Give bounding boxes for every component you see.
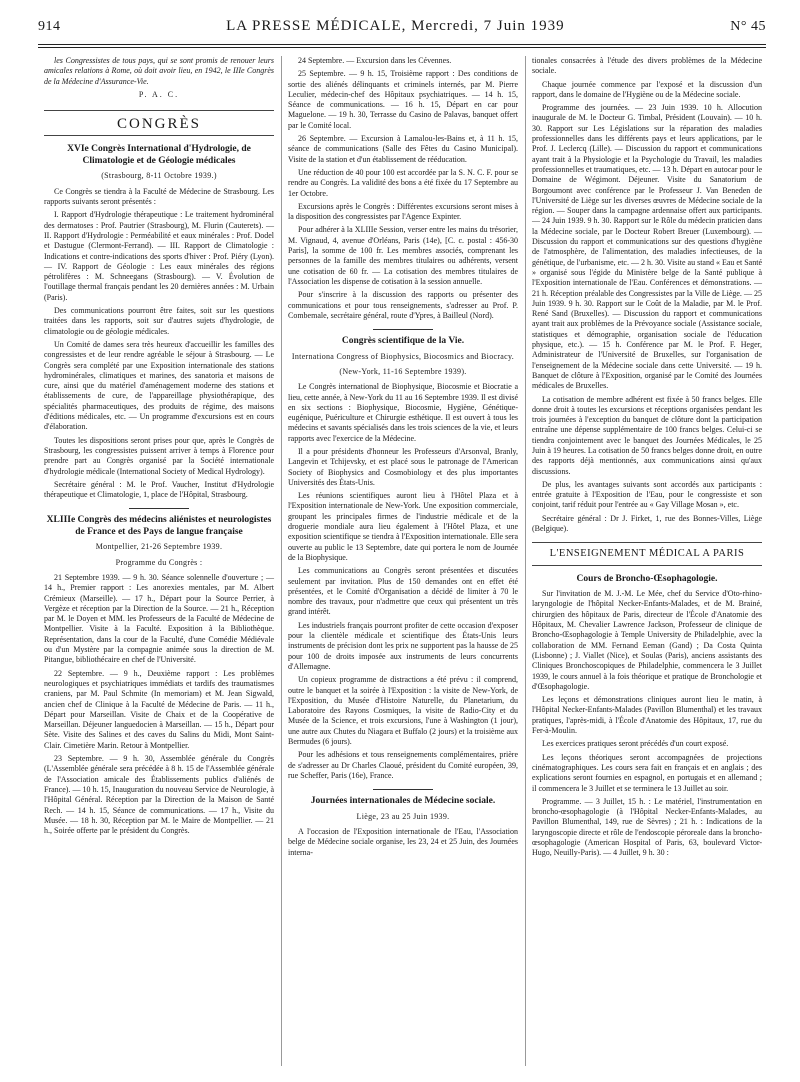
program-heading: Programme du Congrès : [115, 557, 203, 567]
article-subtitle-hydrologie: (Strasbourg, 8-11 Octobre 1939.) [101, 171, 217, 181]
article-title-vie: Congrès scientifique de la Vie. [341, 336, 465, 347]
article-paragraph: Toutes les dispositions seront prises pour que, après le Congrès de Strasbourg, les congressistes puissent arriver à temps à Florence pour prendre part au Congrès organisé par la Société internationale d'hydrologie médicale (International Society of Medical Hydrology). [44, 435, 274, 476]
article-paragraph: tionales consacrées à l'étude des divers problèmes de la Médecine sociale. [532, 56, 762, 76]
masthead [38, 18, 766, 40]
section-heading-congres: CONGRÈS [44, 110, 274, 136]
article-paragraph: Un copieux programme de distractions a été prévu : il comprend, outre le banquet et la soirée à l'Exposition : la visite de New-York, de l'Exposition, du Musée d'Histoire Naturelle, du Planetarium, du Laboratoire des Rayons Cosmiques, la visite de Radio-City et du Musée de la Science, et trois excursions, l'une à Washington (1 jour), une autre aux Chutes du Niagara et Buffalo (2 jours) et la troisième aux Bermudes (6 jours). [288, 675, 518, 747]
article-paragraph: Les communications au Congrès seront présentées et discutées seulement par invitation. Plus de 150 demandes ont en effet été présentées, et le Comité d'Organisation a décidé de limiter à 70 le nombre des travaux, pour n'admettre que ceux qui présentent un très grand intérêt. [288, 566, 518, 617]
article-subtitle-vie-date: (New-York, 11-16 Septembre 1939). [339, 366, 467, 376]
intro-paragraph: les Congressistes de tous pays, qui se sont promis de renouer leurs amicales relations à Rome, où doit avoir lieu, en 1942, le IIIe Congrès de la Médecine d'Assurance-Vie. [44, 56, 274, 86]
article-paragraph: Une réduction de 40 pour 100 est accordée par la S. N. C. F. pour se rendre au Congrès. La validité des bons a été fixée du 17 Septembre au 1er Octobre. [288, 167, 518, 198]
article-paragraph: De plus, les avantages suivants sont accordés aux participants : entrée gratuite à l'Exposition de l'Eau, pour le congressiste et son conjoint, tarif réduit pour l'entrée au « Gay Village Mosan », etc. [532, 479, 762, 510]
article-paragraph: Secrétaire général : Dr J. Firket, 1, rue des Bonnes-Villes, Liège (Belgique). [532, 513, 762, 534]
article-paragraph: La cotisation de membre adhérent est fixée à 50 francs belges. Elle donne droit à toutes les excursions et réceptions organisées pendant les trois journées à l'exception du banquet de clôture dont la participation entraîne une dépense supplémentaire de 100 francs belges. Celui-ci se tiendra conjointement avec le banquet des Journées Médicales, le 25 Juin à 19 heures. La cotisation de 50 francs belges donne droit, en outre des rapports déjà mentionnés, aux communications ainsi qu'aux discussions. [532, 394, 762, 476]
article-paragraph: Programme des journées. — 23 Juin 1939. 10 h. Allocution inaugurale de M. le Docteur G. Timbal, Président (Louvain). — 10 h. 30. Rapport sur Les Législations sur la réparation des maladies professionnelles dans les différents pays et leurs applications, par le Prof. J. Leclercq (Lille). — Discussion du rapport et communications ayant trait à la Physiologie et la Psychologie du Travail, les maladies professionnelles et traumatiques, etc. — 13 h. Départ en autocar pour le Domaine de Wégimont. Déjeuner. Visite du Sanatorium de Borgoumont avec conférence par le Professeur J. Van Beneden de l'Université de Liège sur les diverses œuvres de Médecine sociale de la région. — Souper dans la campagne ardennaise offert aux participants. — 24 Juin 1939. 9 h. 30. Rapport sur le Rôle du médecin praticien dans la Médecine sociale, par le Docteur Robert Breuer (Luxembourg). — Discussion du rapport et communications sur des questions d'hygiène de l'atmosphère, de l'alimentation, des maladies infectieuses, de la génétique, de l'urbanisme, etc. — 2 h. 30. Visite au stand « Eau et Santé » organisé sous l'égide du Ministère belge de la Santé publique à l'Exposition internationale de l'Eau. Conférences et démonstrations. — 21 h. Réception préalable des Congressistes par la Ville de Liège. — 25 Juin 1939. 9 h. 30. Rapport sur le Coût de la Maladie, par M. le Prof. René Sand (Bruxelles). — Discussion du rapport et communications ayant trait aux problèmes de la Prévoyance sociale (Assistance sociale, statistiques et démographie, organisation sociale de l'éducation physique, etc.). — 15 h. Conférence par M. le Prof. F. Heger, Administrateur de l'Université de Bruxelles, sur l'organisation de l'enseignement de la Médecine sociale dans cette Université. — 19 h. Banquet de clôture à l'Exposition, organisé par le Comité des Journées médicales de Bruxelles. [532, 103, 762, 391]
masthead-rule-thin [38, 47, 766, 48]
article-paragraph: Programme. — 3 Juillet, 15 h. : Le matériel, l'instrumentation en broncho-œsophagologie (à l'Hôpital Necker-Enfants-Malades, au Pavillon Blumenthal, 149, rue de Sèvres) ; 21 h. : Indications de la laryngoscopie directe et rôle de l'endoscopie péroreale dans la broncho-œsophagologie (American Hospital of Paris, 63, boulevard Victor-Hugo, Neuilly-Paris). — 4 Juillet, 9 h. 30 : [532, 796, 762, 858]
article-title-broncho: Cours de Broncho-Œsophagologie. [576, 573, 718, 584]
article-paragraph: 21 Septembre 1939. — 9 h. 30. Séance solennelle d'ouverture ; — 14 h., Premier rapport : Les anorexies mentales, par M. Albert Crémieux (Marseille). — 17 h., Départ pour la Source Perrier, à Vergèze et réception par la Direction de la Source. — 21 h., Réception par M. le Doyen et MM. les Professeurs de la Faculté de Médecine de Montpellier. Visite à la Faculté. Exposition à la Bibliothèque. Représentation, dans la cour de la Faculté, d'une Comédie Médiévale ou d'un Mystère par la compagnie animée sous la direction de M. Pitangue, bibliothécaire en chef de l'Université. [44, 572, 274, 665]
article-paragraph: 23 Septembre. — 9 h. 30, Assemblée générale du Congrès (L'Assemblée générale sera précédée à 8 h. 15 de l'Assemblée générale de l'Association amicale des Établissements publics d'aliénés de France). — 10 h. 15, Inauguration du nouveau Service de Neurologie, à l'Hôpital Général. Réception par la Direction de la Maison de Santé Rech. — 14 h. 15, Séance de communications. — 17 h., Visite du Musée. — 18 h. 30, Réception par M. le Maire de Montpellier. — 21 h., Soirée offerte par le président du Congrès. [44, 754, 274, 836]
article-subtitle-alienistes: Montpellier, 21-26 Septembre 1939. [95, 542, 223, 552]
column-1 [44, 56, 274, 839]
section-heading-enseignement: L'ENSEIGNEMENT MÉDICAL A PARIS [532, 542, 762, 565]
issue-number: N° 45 [730, 19, 766, 34]
article-paragraph: Le Congrès international de Biophysique, Biocosmie et Biocratie a lieu, cette année, à New-York du 11 au 16 Septembre 1939. Il est divisé en six sections : Biophysique, Biocosmie, Hygiène, Génétique-eugénique, Puériculture et Chirurgie esthétique. Il est ouvert à tous les médecins et savants spécialisés dans les trois sciences de la vie, et leurs rapports avec l'exercice de la Médecine. [288, 382, 518, 443]
article-paragraph: Pour s'inscrire à la discussion des rapports ou présenter des communications et pour tous renseignements, s'adresser au Prof. P. Combemale, secrétaire général, route d'Ypres, à Bailleul (Nord). [288, 290, 518, 320]
article-subtitle-vie: Internationa Congress of Biophysics, Biocosmics and Biocracy. [291, 351, 515, 361]
column-separator-left [281, 56, 282, 1066]
article-paragraph: Il a pour présidents d'honneur les Professeurs d'Arsonval, Branly, Langevin et Tchijevsky, et est placé sous le patronage de l'American Society of Biophysics and Cosmobiology et des plus importantes Universités des États-Unis. [288, 447, 518, 487]
intro-signature: P. A. C. [138, 89, 180, 99]
article-divider [373, 329, 433, 330]
column-separator-right [525, 56, 526, 1066]
article-paragraph: A l'occasion de l'Exposition internationale de l'Eau, l'Association belge de Médecine sociale organise, les 23, 24 et 25 Juin, des Journées interna- [288, 827, 518, 857]
article-paragraph: Pour adhérer à la XLIIIe Session, verser entre les mains du trésorier, M. Vignaud, 4, avenue d'Orléans, Paris (14e), [C. c. postal : 456-30 Paris], la somme de 100 fr. Les membres associés, comprenant les personnes de la famille des membres titulaires ou adhérents, versent une cotisation de 60 fr. — La cotisation des membres titulaires de l'Association les dispense de cotisation à la session annuelle. [288, 225, 518, 286]
article-paragraph: 26 Septembre. — Excursion à Lamalou-les-Bains et, à 11 h. 15, séance de communications (Salle des Fêtes du Casino Municipal). Visite de la station et d'un établissement de rééducation. [288, 134, 518, 164]
article-paragraph: Les réunions scientifiques auront lieu à l'Hôtel Plaza et à l'Exposition internationale de New-York. Une exposition commerciale, groupant les principales firmes de l'industrie médicale et de la droguerie mondiale aura lieu également à l'Hôtel Plaza, et une exposition scientifique se tiendra à l'Exposition internationale. Elle sera ouverte au public le 13 Septembre, date qui portera le nom de Journée de la Biophysique. [288, 491, 518, 562]
article-paragraph: Sur l'invitation de M. J.-M. Le Mée, chef du Service d'Oto-rhino-laryngologie de l'hôpital Necker-Enfants-Malades, et de M. Brainé, chirurgien des hôpitaux de Paris, directeur de l'École d'Anatomie des Hôpitaux, M. Chevalier Lawrence Jackson, Professeur de clinique de Broncho-Œsophagologie à Temple University de Philadelphie, avec la collaboration de MM. Fernand Eeman (Gand) ; Da Costa Quinta (Lisbonne) ; J. Viallet (Nice), et Soulas (Paris), anciens assistants des Cliniques Bronchoscopiques de Philadelphie, commencera le 3 Juillet 1939, le cours annuel à la fois théorique et pratique de Bronchologie et d'Œsophagologie. [532, 589, 762, 691]
article-divider [373, 789, 433, 790]
article-paragraph: Excursions après le Congrès : Différentes excursions seront mises à la disposition des congressistes par l'Agence Expinter. [288, 201, 518, 222]
article-paragraph: Les leçons théoriques seront accompagnées de projections cinématographiques. Les cours sera fait en français et en anglais ; des explications seront fournies en espagnol, en portugais et en allemand ; il commencera le 3 Juillet et se terminera le 13 Juillet au soir. [532, 752, 762, 793]
article-paragraph: Secrétaire général : M. le Prof. Vaucher, Institut d'Hydrologie thérapeutique et Climatologie, 1, place de l'Hôpital, Strasbourg. [44, 479, 274, 500]
column-3 [532, 56, 762, 862]
column-2 [288, 56, 518, 861]
article-paragraph: 25 Septembre. — 9 h. 15, Troisième rapport : Des conditions de sortie des aliénés délinquants et criminels internés, par M. Pierre Leculier, médecin-chef des Hôpitaux psychiatriques. — 14 h. 15, Séance de communications. — 16 h. 15, Départ en car pour Maguelone. — 19 h. 30, Terrasse du Casino de Palavas, banquet offert par le Comité local. [288, 69, 518, 130]
article-subtitle-medecine-sociale: Liège, 23 au 25 Juin 1939. [356, 811, 450, 821]
page-number: 914 [38, 19, 61, 34]
article-paragraph: Les industriels français pourront profiter de cette occasion d'exposer pour la clientèle médicale et scientifique des États-Unis leurs instruments de précision dont les prix ne supportent pas la hausse de 25 pour 100 de droits imposée aux instruments de leurs concurrents d'Allemagne. [288, 620, 518, 671]
article-paragraph: Des communications pourront être faites, soit sur les questions traitées dans les rapports, soit sur d'autres sujets d'hydrologie, de climatologie ou de géologie médicales. [44, 306, 274, 336]
journal-title: LA PRESSE MÉDICALE, Mercredi, 7 Juin 1939 [226, 18, 565, 34]
article-paragraph: Chaque journée commence par l'exposé et la discussion d'un rapport, dans le domaine de l'Hygiène ou de la Médecine sociale. [532, 79, 762, 99]
article-title-medecine-sociale: Journées internationales de Médecine sociale. [310, 796, 496, 807]
article-paragraph: Pour les adhésions et tous renseignements complémentaires, prière de s'adresser au Dr Charles Claoué, président du Comité européen, 39, rue Scheffer, Paris (16e), France. [288, 750, 518, 780]
article-title-alienistes: XLIIIe Congrès des médecins aliénistes et neurologistes de France et des Pays de langue française [46, 515, 272, 537]
article-paragraph: Un Comité de dames sera très heureux d'accueillir les familles des congressistes et de leur rendre agréable le séjour à Strasbourg. — Le Congrès sera complété par une Exposition internationale des stations hydrominérales, climatiques et marines, des sanatoria et maisons de cure, ainsi que du matériel d'aménagement moderne des stations et établissements de cure, de l'appareillage physiothérapique, des spécialités pharmaceutiques, des produits de régime, des maisons d'éditions médicales, etc. — Un programme d'excursions est en cours d'élaboration. [44, 339, 274, 432]
article-paragraph: 22 Septembre. — 9 h., Deuxième rapport : Les problèmes neurologiques et psychiatriques immédiats et tardifs des traumatismes craniens, par M. Paul Schmite (In memoriam) et M. Jean Sigwald, ancien chef de Clinique à la Faculté de Médecine de Paris. — 11 h., Départ pour Marseillan. Visite de Chaix et de la Coopérative de Marseillan. Déjeuner languedocien à Marseillan. — 15 h., Départ pour Sète. Visite des Salines et des caves du Salins du Midi, Mont Saint-Clair. Cimetière Marin. Retour à Montpellier. [44, 668, 274, 750]
article-divider [129, 508, 189, 509]
article-paragraph: Ce Congrès se tiendra à la Faculté de Médecine de Strasbourg. Les rapports suivants seront présentés : [44, 186, 274, 207]
masthead-rule [38, 44, 766, 45]
article-paragraph: Les exercices pratiques seront précédés d'un court exposé. [542, 739, 729, 749]
article-paragraph: 24 Septembre. — Excursion dans les Cévennes. [298, 56, 452, 65]
article-paragraph: Les leçons et démonstrations cliniques auront lieu le matin, à l'Hôpital Necker-Enfants-Malades (Pavillon Blumenthal) et les travaux pratiques, l'après-midi, à l'École d'Anatomie des Hôpitaux, 17, rue du Fer-à-Moulin. [532, 695, 762, 736]
article-title-hydrologie: XVIe Congrès International d'Hydrologie, de Climatologie et de Géologie médicales [67, 144, 251, 166]
article-paragraph: I. Rapport d'Hydrologie thérapeutique : Le traitement hydrominéral des dermatoses : Prof. Pautrier (Strasbourg), M. Flurin (Cauterets). — II. Rapport d'Hydrologie : Perméabilité et eaux minérales : Prof. Dodel et Dastugue (Clermont-Ferrand). — III. Rapport de Climatologie : Indications et contre-indications des sports d'hiver : Prof. Piéry (Lyon). — IV. Rapport de Géologie : Les eaux minérales des régions pétrolifères : M. Schneegans (Strasbourg). — V. Évolution de l'outillage thermal français pendant les 20 dernières années : M. Urbain (Paris). [44, 210, 274, 302]
